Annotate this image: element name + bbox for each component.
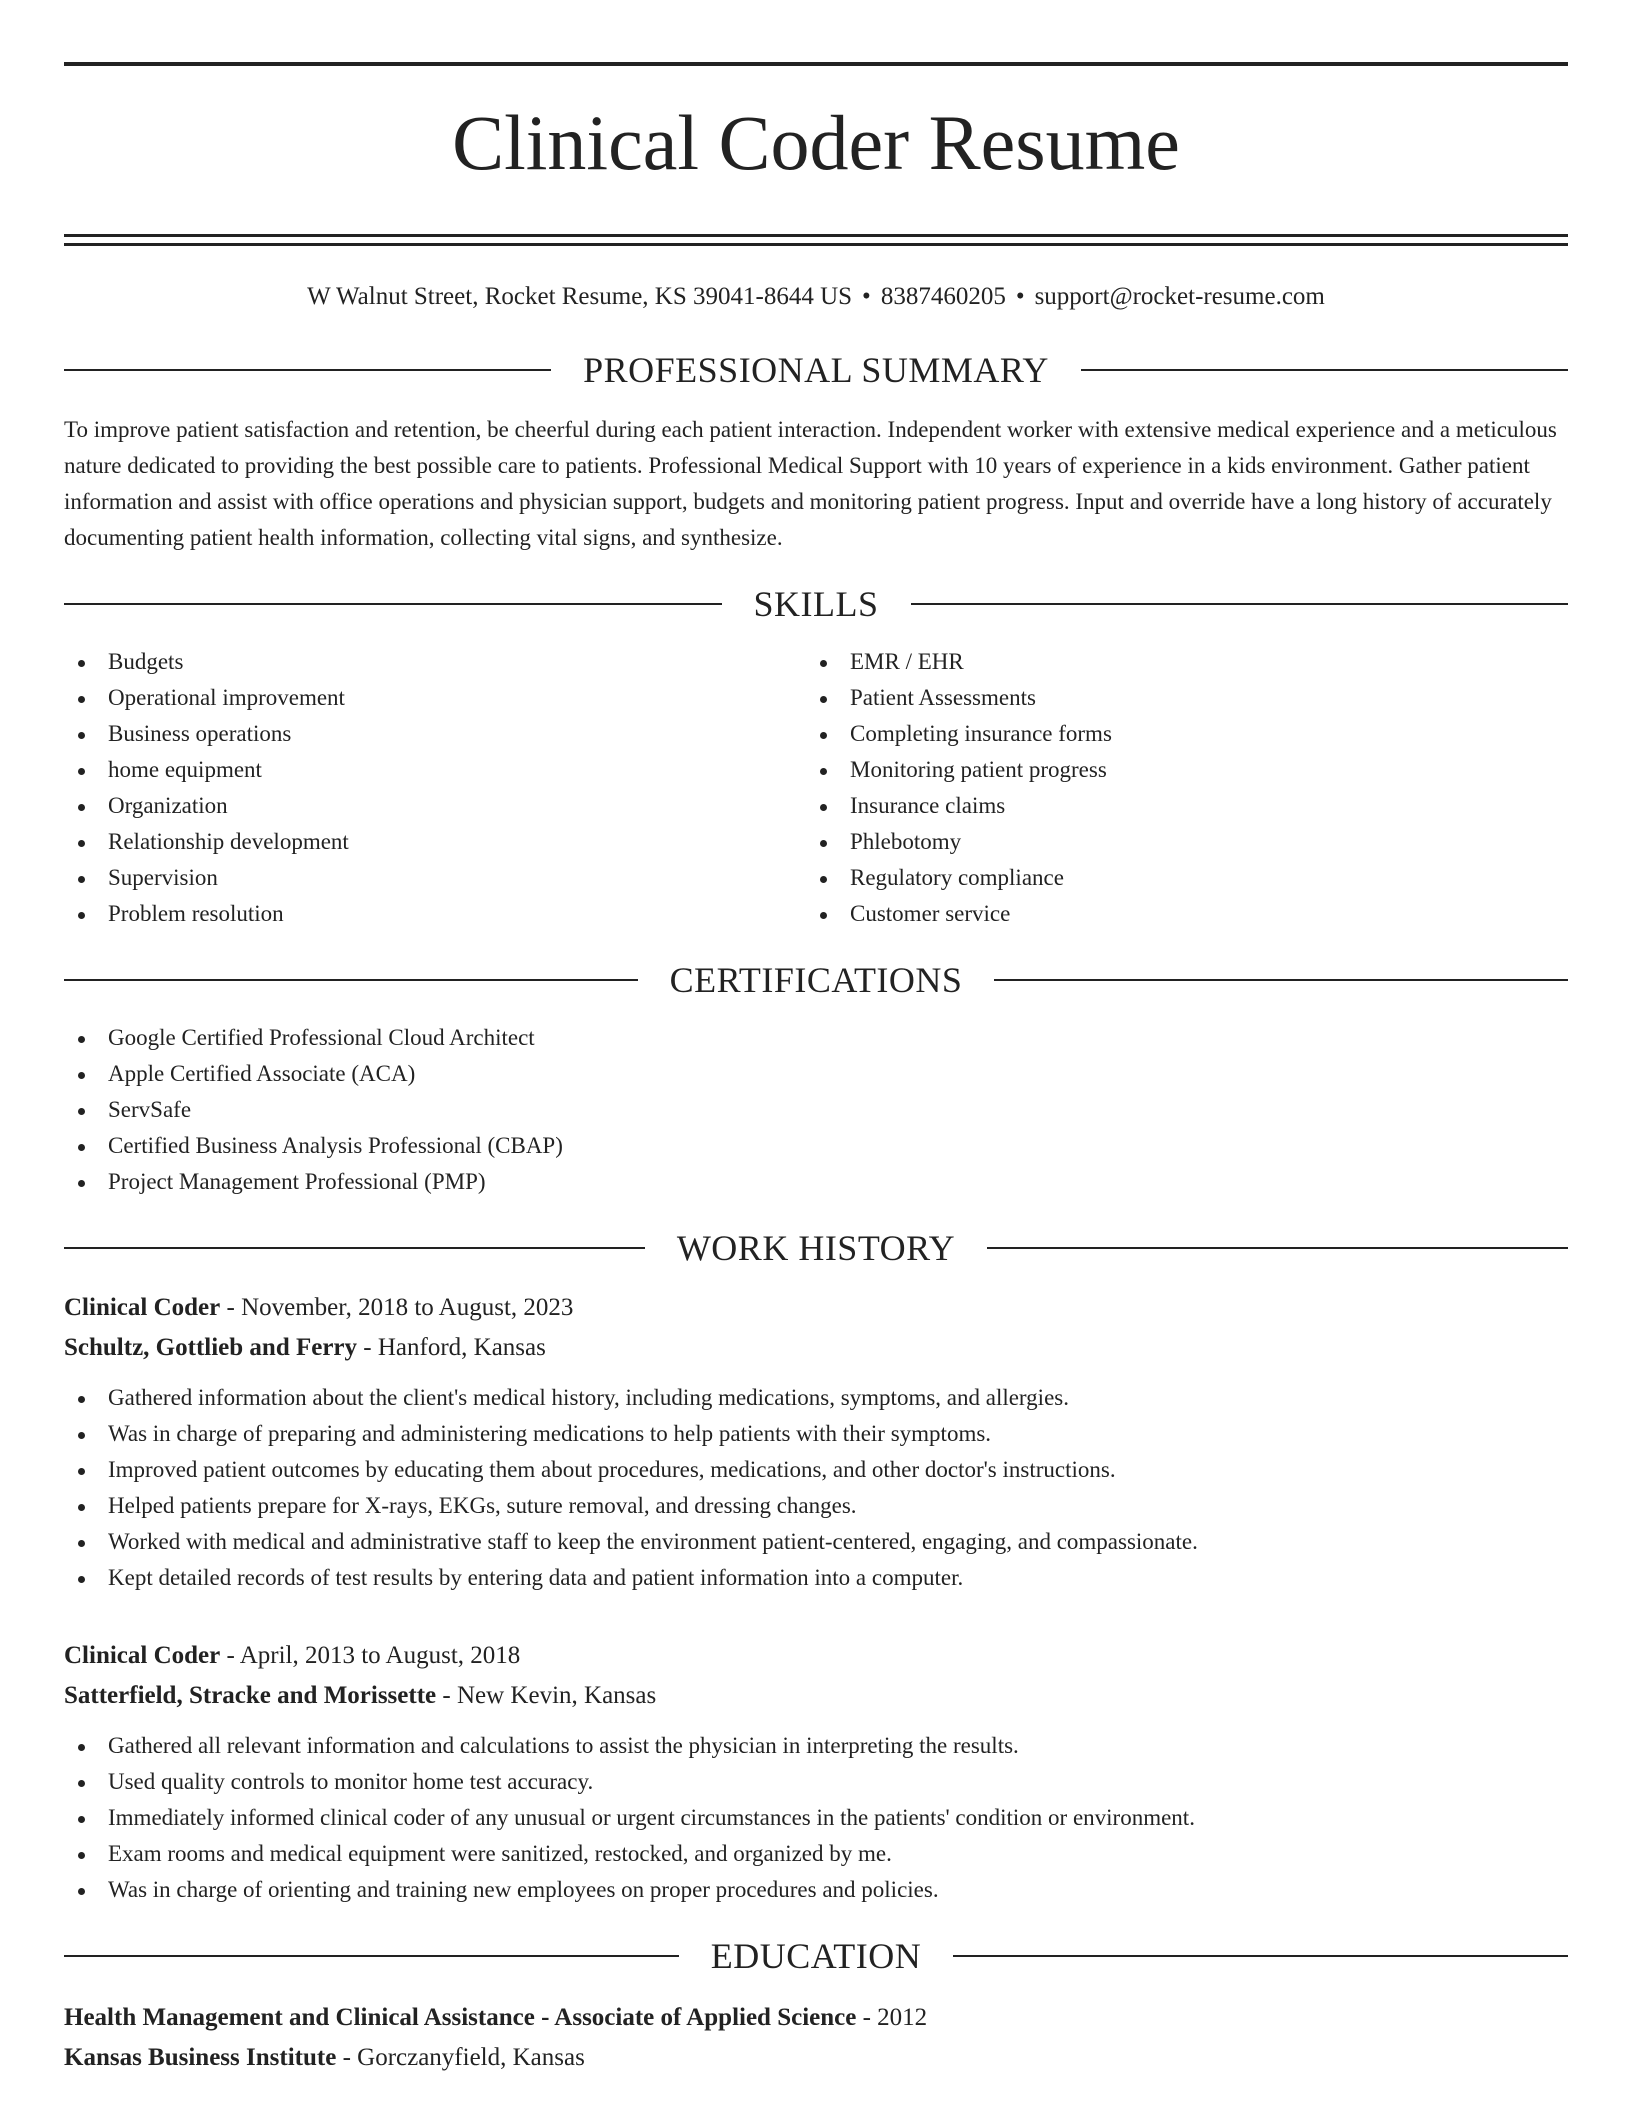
skill-text: Patient Assessments <box>850 685 1036 711</box>
heading-rule-left <box>64 603 722 605</box>
skill-text: home equipment <box>108 757 262 783</box>
skill-item <box>64 716 806 752</box>
job-location: - Hanford, Kansas <box>357 1334 546 1362</box>
job-title: Clinical Coder <box>64 1294 221 1322</box>
job-bullet-text: Gathered information about the client's medical history, including medications, symptoms, and allergies. <box>108 1385 1069 1411</box>
contact-email: support@rocket-resume.com <box>1034 283 1325 311</box>
skill-item <box>806 752 1548 788</box>
bullet-icon <box>78 804 85 811</box>
skill-item <box>806 896 1548 932</box>
bullet-icon <box>820 768 827 775</box>
bullet-icon <box>78 1072 85 1079</box>
skills-heading-label: SKILLS <box>753 584 879 625</box>
top-rule <box>64 62 1568 66</box>
bullet-icon <box>78 1144 85 1151</box>
job-bullet <box>64 1560 1568 1596</box>
education-year: - 2012 <box>856 2004 928 2032</box>
heading-rule-left <box>64 1247 645 1249</box>
summary-heading <box>64 350 1568 391</box>
job-title: Clinical Coder <box>64 1642 221 1670</box>
work-history-heading-label: WORK HISTORY <box>676 1228 956 1269</box>
skill-item <box>64 896 806 932</box>
bullet-icon <box>78 1540 85 1547</box>
title-rule-upper <box>64 234 1568 237</box>
education-heading <box>64 1936 1568 1977</box>
bullet-icon <box>820 660 827 667</box>
job-company-line <box>64 1676 1568 1716</box>
job-entry <box>64 1288 1568 1596</box>
bullet-icon <box>820 876 827 883</box>
separator-dot: • <box>862 283 871 311</box>
job-bullets <box>64 1380 1568 1596</box>
job-bullet-text: Was in charge of preparing and administering medications to help patients with their symptoms. <box>108 1421 992 1447</box>
bullet-icon <box>78 912 85 919</box>
certification-item <box>64 1020 1568 1056</box>
job-bullet <box>64 1380 1568 1416</box>
skill-item <box>64 860 806 896</box>
bullet-icon <box>78 1036 85 1043</box>
job-bullet-text: Gathered all relevant information and calculations to assist the physician in interpreting the results. <box>108 1733 1019 1759</box>
skills-columns <box>64 644 1568 932</box>
job-entry <box>64 1636 1568 1908</box>
skill-item <box>806 788 1548 824</box>
certifications-heading-label: CERTIFICATIONS <box>669 960 963 1001</box>
bullet-icon <box>78 1504 85 1511</box>
certification-item <box>64 1128 1568 1164</box>
job-dates: - November, 2018 to August, 2023 <box>220 1294 574 1322</box>
skill-item <box>806 824 1548 860</box>
separator-dot: • <box>1015 283 1025 311</box>
education-location: - Gorczanyfield, Kansas <box>336 2044 585 2072</box>
bullet-icon <box>78 1468 85 1475</box>
job-bullet-text: Was in charge of orienting and training new employees on proper procedures and policies. <box>108 1877 939 1903</box>
work-history-heading <box>64 1228 1568 1269</box>
skill-item <box>806 680 1548 716</box>
title-rule-lower <box>64 243 1568 246</box>
bullet-icon <box>78 1744 85 1751</box>
heading-rule-right <box>911 603 1569 605</box>
bullet-icon <box>78 1180 85 1187</box>
job-bullet-text: Immediately informed clinical coder of any unusual or urgent circumstances in the patients' condition or environment. <box>108 1805 1195 1831</box>
skill-text: Insurance claims <box>850 793 1006 819</box>
bullet-icon <box>78 696 85 703</box>
job-bullet-text: Helped patients prepare for X-rays, EKGs, suture removal, and dressing changes. <box>108 1493 857 1519</box>
education-heading-label: EDUCATION <box>710 1936 922 1977</box>
skill-text: Budgets <box>108 649 184 675</box>
job-bullet <box>64 1836 1568 1872</box>
summary-heading-label: PROFESSIONAL SUMMARY <box>583 350 1049 391</box>
bullet-icon <box>78 1888 85 1895</box>
job-bullet <box>64 1764 1568 1800</box>
heading-rule-left <box>64 979 638 981</box>
job-bullet <box>64 1452 1568 1488</box>
skill-item <box>64 788 806 824</box>
summary-text: To improve patient satisfaction and retention, be cheerful during each patient interaction. Independent worker with extensive medical experience and a meticulous nature dedicated to providing the best possible care to patients. Professional Medical Support with 10 years of experience in a kids environment. Gather patient information and assist with office operations and physician support, budgets and monitoring patient progress. Input and override have a long history of accurately documenting patient health information, collecting vital signs, and synthesize. <box>64 417 1557 551</box>
job-bullet <box>64 1524 1568 1560</box>
bullet-icon <box>78 840 85 847</box>
skill-text: Customer service <box>850 901 1011 927</box>
job-bullet-text: Exam rooms and medical equipment were sanitized, restocked, and organized by me. <box>108 1841 892 1867</box>
job-bullet <box>64 1872 1568 1908</box>
job-company: Schultz, Gottlieb and Ferry <box>64 1334 358 1362</box>
job-bullet-text: Used quality controls to monitor home test accuracy. <box>108 1769 594 1795</box>
job-bullet-text: Kept detailed records of test results by entering data and patient information into a computer. <box>108 1565 964 1591</box>
job-bullets <box>64 1728 1568 1908</box>
certifications-list <box>64 1020 1568 1200</box>
skill-text: Business operations <box>108 721 292 747</box>
job-title-line <box>64 1288 1568 1328</box>
job-bullet-text: Improved patient outcomes by educating them about procedures, medications, and other doctor's instructions. <box>108 1457 1116 1483</box>
certification-item <box>64 1056 1568 1092</box>
certification-text: Certified Business Analysis Professional (CBAP) <box>108 1133 563 1159</box>
job-company: Satterfield, Stracke and Morissette <box>64 1682 437 1710</box>
heading-rule-right <box>987 1247 1568 1249</box>
skill-text: EMR / EHR <box>850 649 964 675</box>
heading-rule-right <box>1081 369 1568 371</box>
bullet-icon <box>78 1816 85 1823</box>
education-degree-line <box>64 1998 1568 2038</box>
skill-item <box>64 752 806 788</box>
skills-heading <box>64 584 1568 625</box>
skill-text: Phlebotomy <box>850 829 962 855</box>
job-bullet <box>64 1416 1568 1452</box>
contact-address: W Walnut Street, Rocket Resume, KS 39041-8644 US <box>307 283 853 311</box>
skill-item <box>806 716 1548 752</box>
certifications-heading <box>64 960 1568 1001</box>
job-bullet <box>64 1488 1568 1524</box>
skill-text: Regulatory compliance <box>850 865 1064 891</box>
certification-text: Project Management Professional (PMP) <box>108 1169 486 1195</box>
skill-item <box>64 824 806 860</box>
bullet-icon <box>820 732 827 739</box>
skill-item <box>806 860 1548 896</box>
certification-text: Google Certified Professional Cloud Architect <box>108 1025 535 1051</box>
education-school: Kansas Business Institute <box>64 2044 337 2072</box>
skill-item <box>64 680 806 716</box>
certification-text: Apple Certified Associate (ACA) <box>108 1061 416 1087</box>
contact-phone: 8387460205 <box>880 283 1006 311</box>
skill-text: Organization <box>108 793 228 819</box>
skill-item <box>64 644 806 680</box>
job-location: - New Kevin, Kansas <box>436 1682 657 1710</box>
skill-text: Relationship development <box>108 829 349 855</box>
job-company-line <box>64 1328 1568 1368</box>
skill-text: Problem resolution <box>108 901 284 927</box>
bullet-icon <box>78 1396 85 1403</box>
job-bullet <box>64 1728 1568 1764</box>
bullet-icon <box>78 1576 85 1583</box>
heading-rule-right <box>953 1955 1568 1957</box>
certification-item <box>64 1164 1568 1200</box>
certification-item <box>64 1092 1568 1128</box>
contact-line <box>64 282 1568 312</box>
bullet-icon <box>78 1852 85 1859</box>
bullet-icon <box>78 1108 85 1115</box>
skill-text: Completing insurance forms <box>850 721 1112 747</box>
bullet-icon <box>820 804 827 811</box>
heading-rule-left <box>64 369 551 371</box>
bullet-icon <box>820 840 827 847</box>
skill-text: Supervision <box>108 865 218 891</box>
job-bullet-text: Worked with medical and administrative staff to keep the environment patient-centered, engaging, and compassionate. <box>108 1529 1198 1555</box>
bullet-icon <box>78 876 85 883</box>
certification-text: ServSafe <box>108 1097 192 1123</box>
job-dates: - April, 2013 to August, 2018 <box>220 1642 521 1670</box>
bullet-icon <box>78 732 85 739</box>
skill-text: Operational improvement <box>108 685 345 711</box>
skills-list-right <box>806 644 1548 932</box>
job-title-line <box>64 1636 1568 1676</box>
education-entry <box>64 1998 1568 2078</box>
bullet-icon <box>78 768 85 775</box>
bullet-icon <box>78 1432 85 1439</box>
bullet-icon <box>820 696 827 703</box>
heading-rule-right <box>994 979 1568 981</box>
bullet-icon <box>820 912 827 919</box>
education-school-line <box>64 2038 1568 2078</box>
skill-item <box>806 644 1548 680</box>
skill-text: Monitoring patient progress <box>850 757 1107 783</box>
heading-rule-left <box>64 1955 679 1957</box>
bullet-icon <box>78 1780 85 1787</box>
job-bullet <box>64 1800 1568 1836</box>
skills-list-left <box>64 644 806 932</box>
bullet-icon <box>78 660 85 667</box>
resume-title: Clinical Coder Resume <box>452 99 1180 186</box>
education-degree: Health Management and Clinical Assistance - Associate of Applied Science <box>64 2004 857 2032</box>
